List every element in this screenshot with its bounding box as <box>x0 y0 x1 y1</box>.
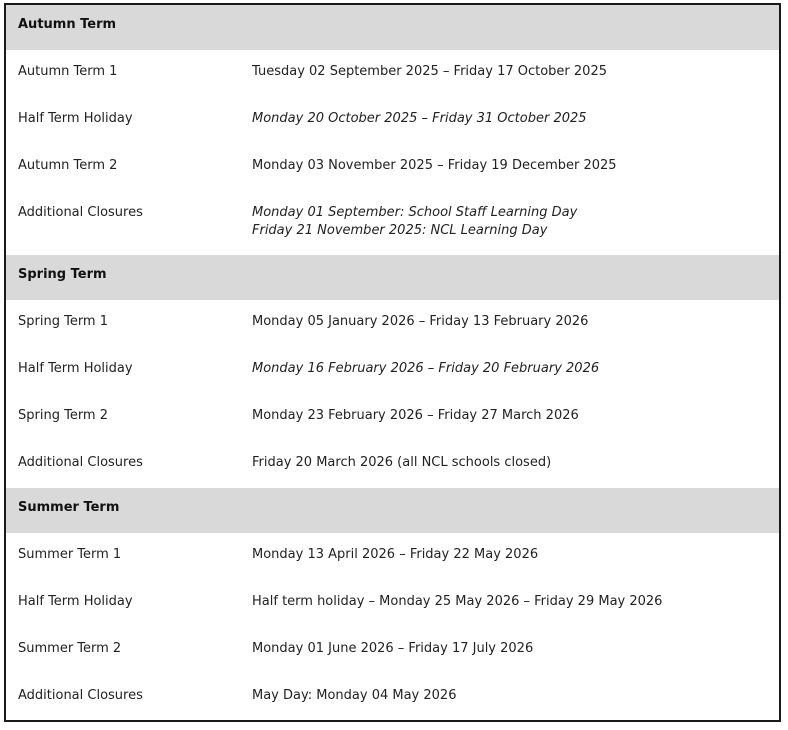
table-row <box>6 97 779 144</box>
table-row <box>6 394 779 441</box>
section-header-spring <box>6 255 779 300</box>
section-header-autumn <box>6 5 779 50</box>
row-label: Additional Closures <box>18 205 143 220</box>
row-label: Autumn Term 1 <box>18 64 118 79</box>
date-line: Monday 20 October 2025 – Friday 31 October 2025 <box>252 111 587 126</box>
row-label: Additional Closures <box>18 455 143 470</box>
date-line: Friday 20 March 2026 (all NCL schools closed) <box>252 455 552 470</box>
row-label: Additional Closures <box>18 688 143 703</box>
table-row <box>6 50 779 97</box>
table-row <box>6 441 779 488</box>
date-line: Monday 16 February 2026 – Friday 20 February 2026 <box>252 361 600 376</box>
table-row <box>6 627 779 674</box>
date-line: Friday 21 November 2025: NCL Learning Day <box>252 223 548 238</box>
row-dates <box>252 593 779 611</box>
date-line: Monday 23 February 2026 – Friday 27 March 2026 <box>252 408 579 423</box>
term-dates-table <box>4 3 781 722</box>
table-row <box>6 300 779 347</box>
row-dates <box>252 454 779 472</box>
date-line: May Day: Monday 04 May 2026 <box>252 688 457 703</box>
row-dates <box>252 640 779 658</box>
row-label: Spring Term 2 <box>18 408 108 423</box>
section-header-summer <box>6 488 779 533</box>
row-dates <box>252 204 779 240</box>
section-title: Autumn Term <box>18 17 117 32</box>
table-row <box>6 533 779 580</box>
table-row <box>6 191 779 255</box>
row-dates <box>252 63 779 81</box>
row-label: Half Term Holiday <box>18 361 133 376</box>
section-title: Summer Term <box>18 500 120 515</box>
date-line: Monday 01 September: School Staff Learning Day <box>252 205 578 220</box>
date-line: Half term holiday – Monday 25 May 2026 – Friday 29 May 2026 <box>252 594 663 609</box>
date-line: Monday 03 November 2025 – Friday 19 December 2025 <box>252 158 617 173</box>
row-dates <box>252 313 779 331</box>
row-dates <box>252 546 779 564</box>
row-dates <box>252 360 779 378</box>
row-dates <box>252 110 779 128</box>
row-label: Half Term Holiday <box>18 594 133 609</box>
table-row <box>6 144 779 191</box>
row-dates <box>252 157 779 175</box>
date-line: Monday 01 June 2026 – Friday 17 July 2026 <box>252 641 534 656</box>
table-row <box>6 347 779 394</box>
date-line: Monday 13 April 2026 – Friday 22 May 2026 <box>252 547 539 562</box>
row-dates <box>252 407 779 425</box>
date-line: Monday 05 January 2026 – Friday 13 February 2026 <box>252 314 589 329</box>
section-title: Spring Term <box>18 267 107 282</box>
table-row <box>6 674 779 721</box>
row-label: Half Term Holiday <box>18 111 133 126</box>
table-row <box>6 580 779 627</box>
row-label: Summer Term 1 <box>18 547 122 562</box>
date-line: Tuesday 02 September 2025 – Friday 17 October 2025 <box>252 64 607 79</box>
row-dates <box>252 687 779 705</box>
row-label: Summer Term 2 <box>18 641 122 656</box>
row-label: Autumn Term 2 <box>18 158 118 173</box>
row-label: Spring Term 1 <box>18 314 108 329</box>
